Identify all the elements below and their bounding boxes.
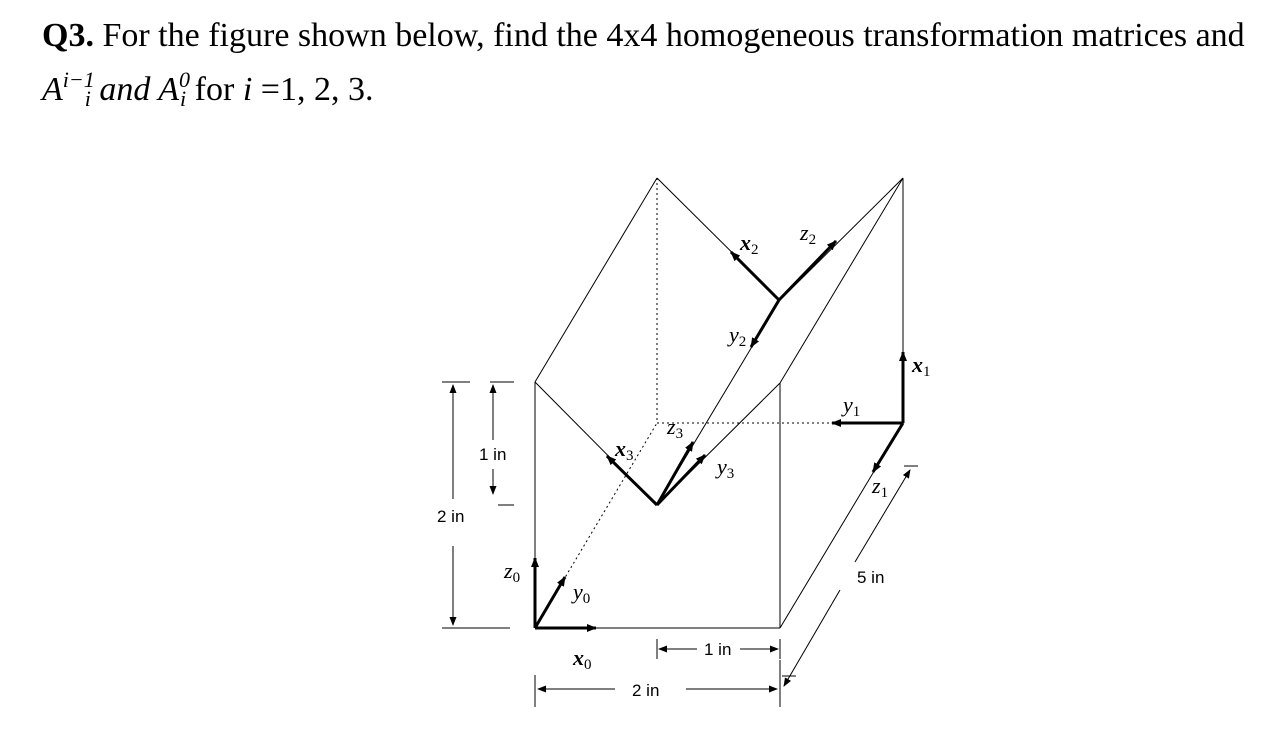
matrix-symbol-2: A bbox=[158, 71, 180, 108]
dim-label-1in-height: 1 in bbox=[479, 445, 507, 464]
frame-2 bbox=[731, 241, 836, 347]
y0-label: y0 bbox=[573, 579, 591, 607]
x3-label: x3 bbox=[615, 436, 634, 464]
dim-label-2in-width: 2 in bbox=[632, 681, 660, 700]
dim-line-5in-upper bbox=[855, 470, 910, 562]
y2-axis-arrow bbox=[751, 300, 779, 347]
range-text: =1, 2, 3. bbox=[252, 71, 374, 108]
matrix-symbol-1: A bbox=[42, 71, 63, 108]
dimension-height-upper bbox=[490, 382, 514, 505]
dim-label-2in-height: 2 in bbox=[437, 507, 465, 526]
x2-label: x2 bbox=[740, 230, 759, 258]
index-variable: i bbox=[242, 71, 253, 108]
z0-label: z0 bbox=[504, 558, 521, 586]
x0-label: x0 bbox=[573, 645, 592, 673]
matrix-subscript-1: i bbox=[84, 86, 91, 111]
z2-axis-arrow bbox=[779, 241, 836, 300]
z2-label: z2 bbox=[800, 220, 817, 248]
dim-line-5in-lower bbox=[784, 590, 840, 686]
z1-axis-arrow bbox=[873, 423, 903, 472]
for-text: for bbox=[186, 71, 243, 108]
y3-label: y3 bbox=[717, 454, 735, 482]
y1-label: y1 bbox=[843, 392, 861, 420]
and-word: and bbox=[90, 71, 159, 108]
matrix-superscript-2: 0 bbox=[179, 67, 191, 92]
dim-label-1in-width: 1 in bbox=[704, 640, 732, 659]
question-text-before: For the figure shown below, find the 4x4 homogeneous transformation matrices and bbox=[102, 17, 1245, 54]
z3-label: z3 bbox=[667, 414, 684, 442]
z1-label: z1 bbox=[872, 473, 889, 501]
x1-label: x1 bbox=[912, 352, 931, 380]
dim-label-5in-depth: 5 in bbox=[857, 568, 885, 587]
question-number: Q3. bbox=[42, 17, 94, 54]
y2-label: y2 bbox=[729, 322, 747, 350]
matrix-superscript-1: i−1 bbox=[62, 67, 95, 92]
top-left-ridge bbox=[535, 178, 657, 382]
matrix-subscript-2: i bbox=[180, 86, 187, 111]
y0-axis-arrow bbox=[535, 577, 565, 628]
dimension-depth bbox=[782, 466, 918, 686]
x2-axis-arrow bbox=[731, 252, 779, 300]
